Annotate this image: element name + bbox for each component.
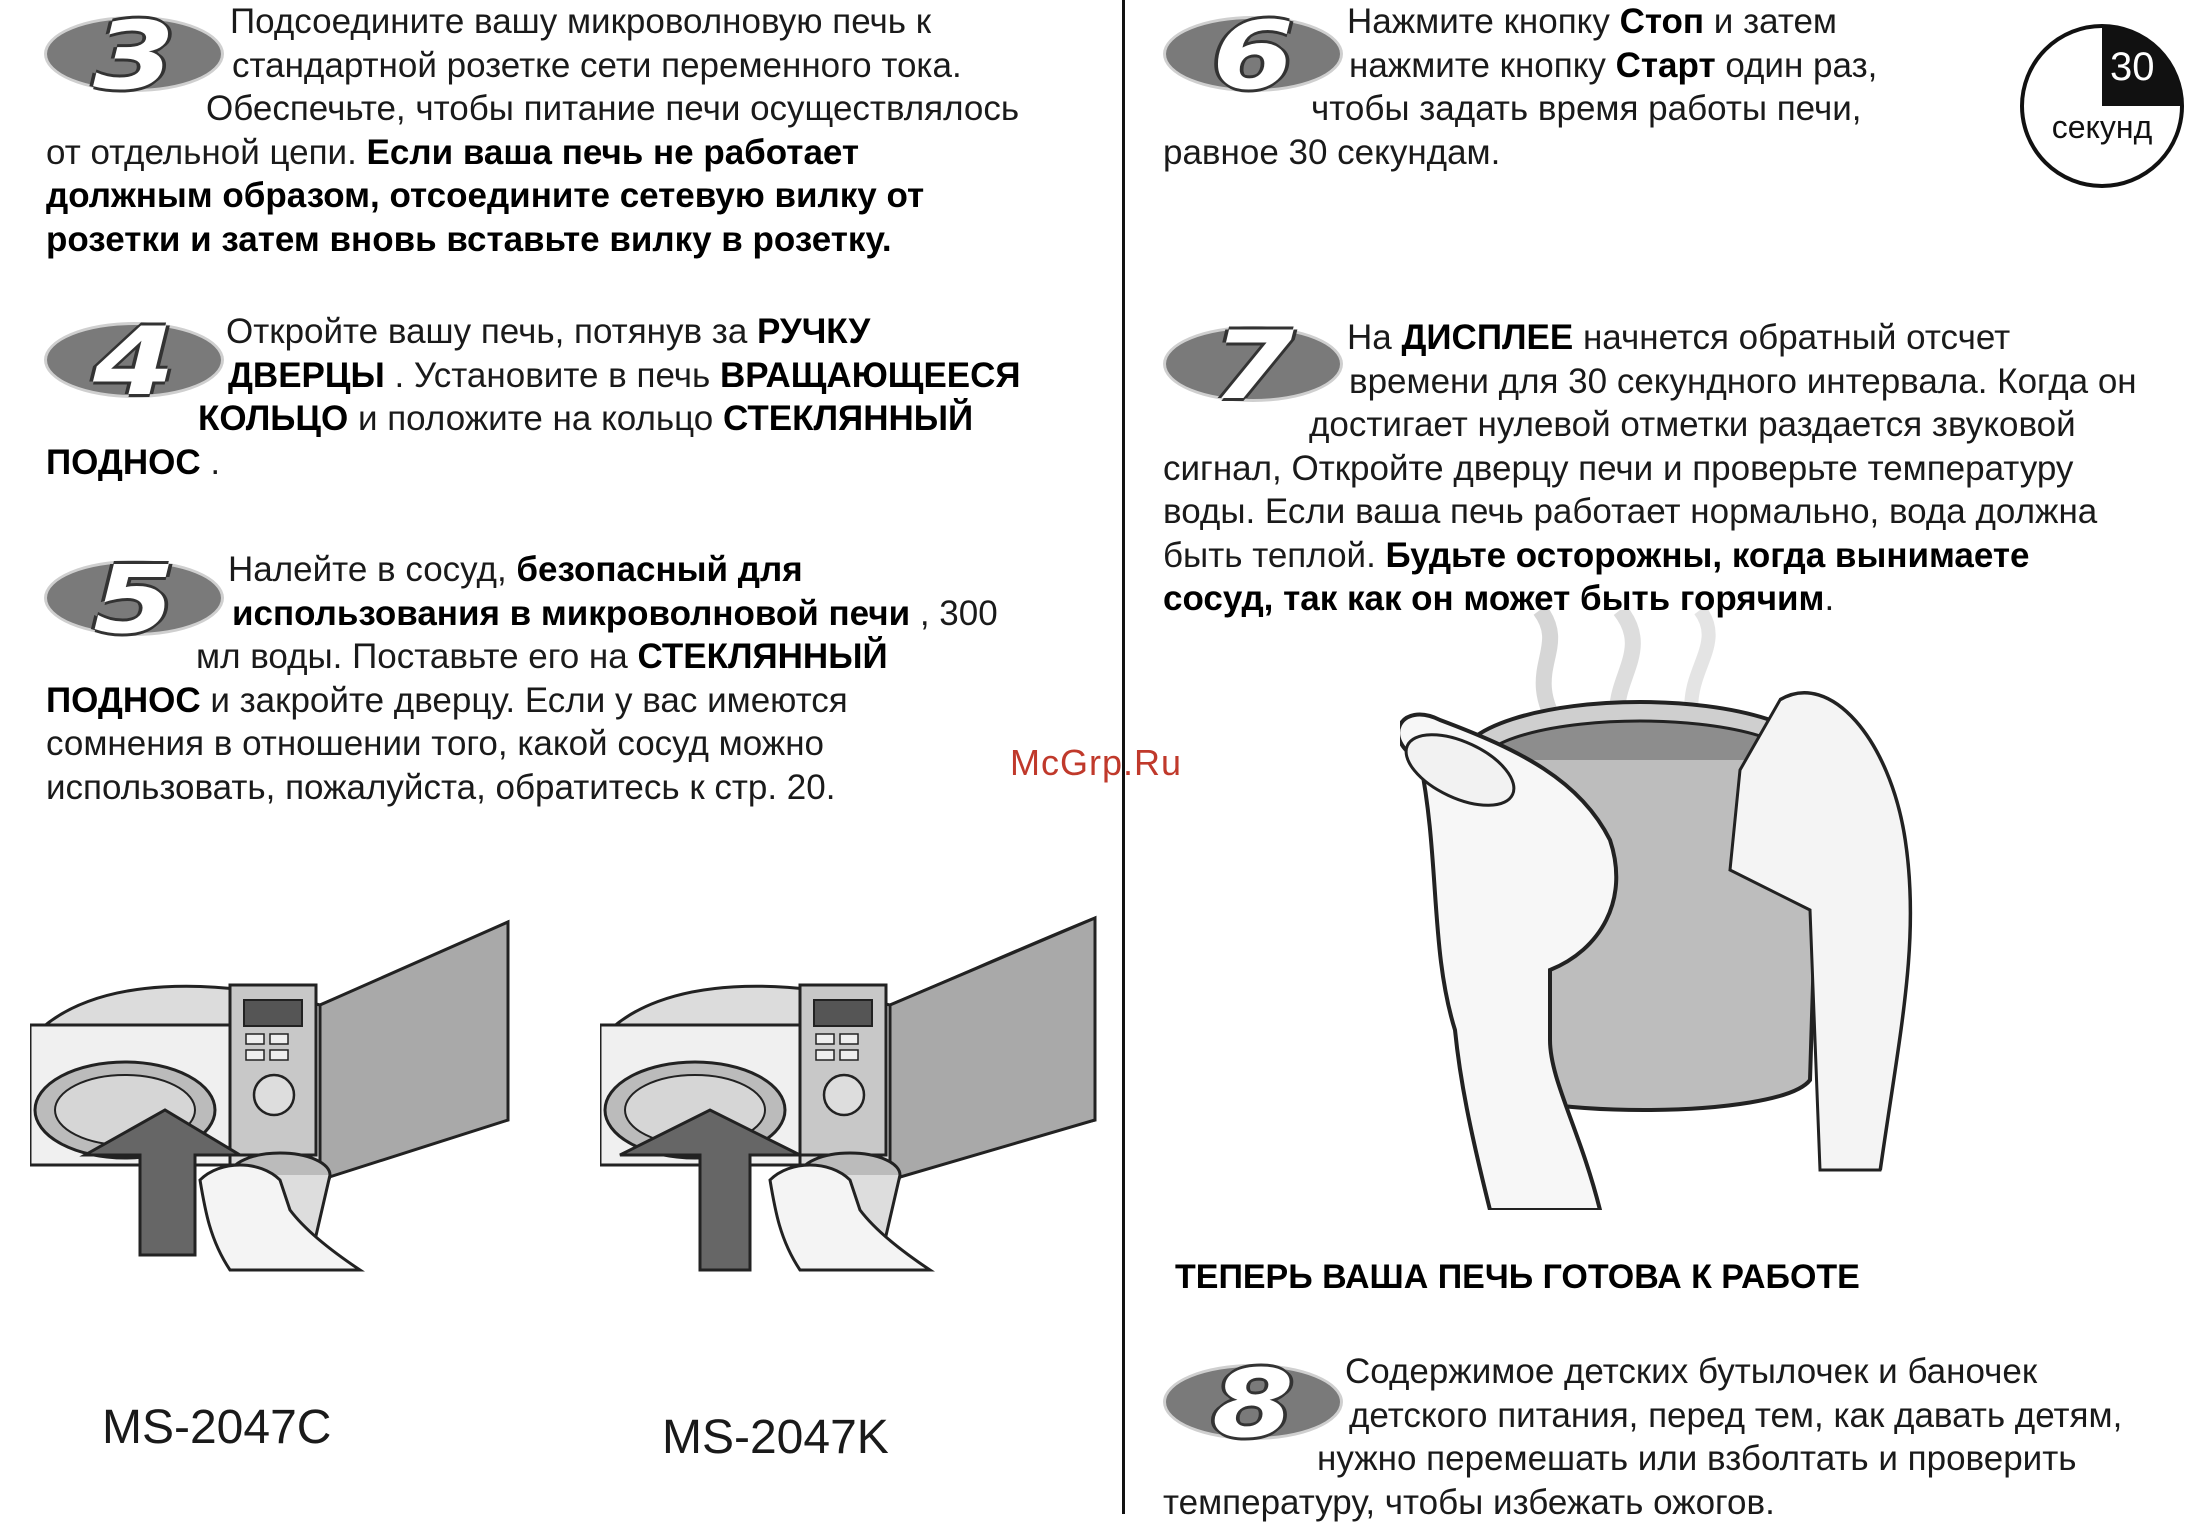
step-6-text-1: Нажмите кнопку (1347, 2, 1620, 41)
step-5-text (46, 548, 1086, 809)
step-7-number: 7 (1144, 321, 1362, 413)
ready-heading: ТЕПЕРЬ ВАША ПЕЧЬ ГОТОВА К РАБОТЕ (1175, 1258, 1860, 1297)
step-8-text (1163, 1350, 2173, 1524)
step-8-text-2: детского питания, перед тем, как давать детям, (1163, 1394, 2173, 1438)
step-3-text (46, 0, 1086, 261)
step-5-text-1: Налейте в сосуд, (228, 550, 516, 589)
step-5-text-5: сомнения в отношении того, какой сосуд можно (46, 722, 1086, 766)
step-6-text-6: равное 30 секундам. (1163, 131, 2023, 175)
step-7-text-2: начнется обратный отсчет (1573, 318, 2010, 357)
step-8-text-1: Содержимое детских бутылочек и баночек (1163, 1350, 2173, 1394)
watermark: McGrp.Ru (1010, 742, 1182, 784)
step-4-text (46, 310, 1086, 484)
step-3-line-2: стандартной розетке сети переменного тока. (46, 44, 1086, 88)
step-4-bold-5: СТЕКЛЯННЫЙ (723, 399, 973, 438)
step-3-bold-2: должным образом, отсоедините сетевую вилку от (46, 176, 924, 215)
step-7-text-7: быть теплой. (1163, 536, 1386, 575)
step-7-text-1: На (1347, 318, 1401, 357)
step-7-bold-1: ДИСПЛЕЕ (1401, 318, 1573, 357)
step-5-bold-3: СТЕКЛЯННЫЙ (637, 637, 887, 676)
step-8-text-3: нужно перемешать или взболтать и проверить (1163, 1437, 2173, 1481)
step-4-bold-2: ДВЕРЦЫ (228, 356, 385, 395)
step-3-bold-3: розетки и затем вновь вставьте вилку в розетку. (46, 220, 892, 259)
model-label-right: MS-2047K (662, 1410, 889, 1465)
step-6-bold-2: Старт (1616, 46, 1716, 85)
step-6-number: 6 (1144, 11, 1362, 103)
step-3-bold-1: Если ваша печь не работает (367, 133, 860, 172)
step-6-text-2: и затем (1704, 2, 1837, 41)
step-4-bold-6: ПОДНОС (46, 443, 201, 482)
step-5-bold-1: безопасный для (516, 550, 802, 589)
step-6-text-3: нажмите кнопку (1349, 46, 1616, 85)
step-5-text-2: , 300 (910, 594, 998, 633)
step-7-text-4: достигает нулевой отметки раздается звуковой (1163, 403, 2173, 447)
timer-value: 30 (2110, 45, 2155, 89)
step-3-line-4: от отдельной цепи. (46, 133, 367, 172)
step-7-bold-3: сосуд, так как он может быть горячим (1163, 579, 1824, 618)
step-4-text-4: . (201, 443, 220, 482)
timer-unit: секунд (2052, 109, 2153, 145)
microwave-illustration-right (600, 910, 1100, 1280)
step-4-text-1: Откройте вашу печь, потянув за (226, 312, 757, 351)
step-6-text-4: один раз, (1716, 46, 1878, 85)
step-8-number: 8 (1144, 1359, 1362, 1451)
step-7-text (1163, 316, 2173, 621)
step-6-text (1163, 0, 2023, 174)
microwave-illustration-left (30, 910, 510, 1280)
timer-dial-icon (2018, 22, 2186, 190)
step-3-line-3: Обеспечьте, чтобы питание печи осуществлялось (46, 87, 1086, 131)
step-3-line-1: Подсоедините вашу микроволновую печь к (46, 0, 1086, 44)
step-7-bold-2: Будьте осторожны, когда вынимаете (1386, 536, 2030, 575)
step-5-text-4: и закройте дверцу. Если у вас имеются (201, 681, 848, 720)
step-4-number: 4 (25, 317, 243, 409)
step-5-text-6: использовать, пожалуйста, обратитесь к стр. 20. (46, 766, 1086, 810)
hand-holding-cup-illustration (1400, 610, 1920, 1210)
step-4-bold-4: КОЛЬЦО (198, 399, 348, 438)
step-7-text-6: воды. Если ваша печь работает нормально, вода должна (1163, 490, 2173, 534)
step-4-text-2: . Установите в печь (385, 356, 720, 395)
step-4-bold-3: ВРАЩАЮЩЕЕСЯ (720, 356, 1021, 395)
step-6-text-5: чтобы задать время работы печи, (1163, 87, 2023, 131)
step-4-text-3: и положите на кольцо (348, 399, 723, 438)
step-5-text-3: мл воды. Поставьте его на (196, 637, 637, 676)
step-4-bold-1: РУЧКУ (757, 312, 870, 351)
step-3-number: 3 (25, 11, 243, 103)
step-7-text-5: сигнал, Откройте дверцу печи и проверьте температуру (1163, 447, 2173, 491)
step-5-bold-4: ПОДНОС (46, 681, 201, 720)
step-6-bold-1: Стоп (1620, 2, 1704, 41)
step-7-text-8: . (1824, 579, 1834, 618)
step-5-number: 5 (25, 555, 243, 647)
step-7-text-3: времени для 30 секундного интервала. Когда он (1163, 360, 2173, 404)
model-label-left: MS-2047C (102, 1400, 331, 1455)
step-5-bold-2: использования в микроволновой печи (232, 594, 910, 633)
step-8-text-4: температуру, чтобы избежать ожогов. (1163, 1481, 2173, 1524)
